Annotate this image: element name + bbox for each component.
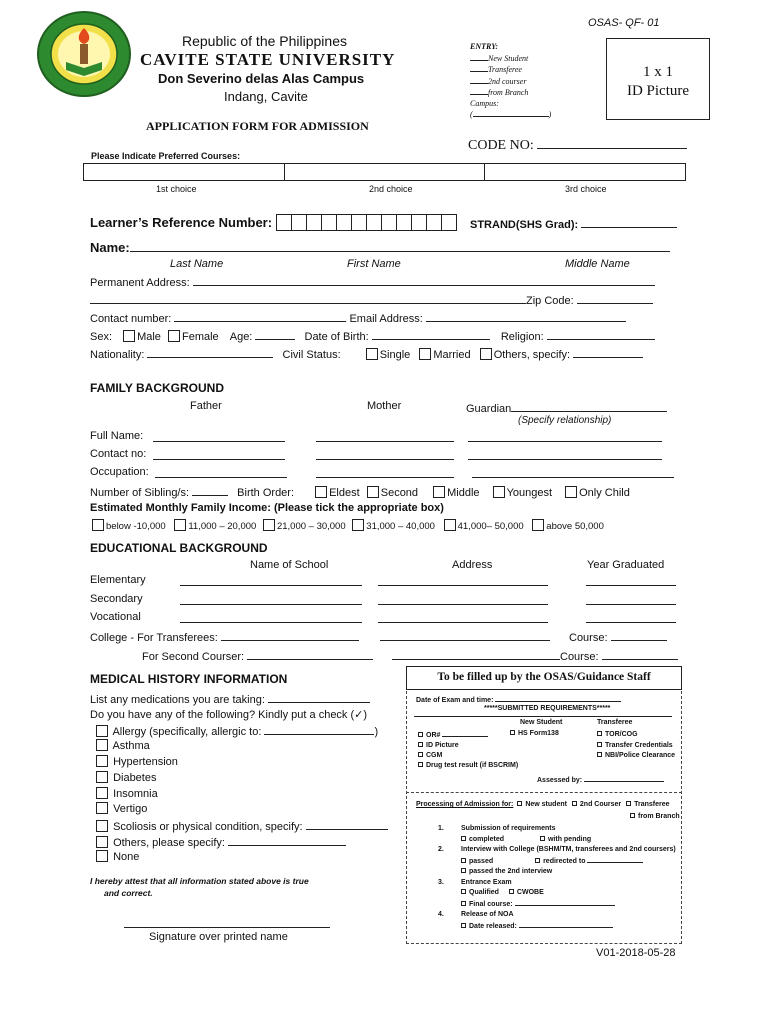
assessed-by-label: Assessed by: (537, 777, 583, 784)
processing-row (416, 801, 670, 808)
redirected-label: redirected to (543, 857, 586, 865)
entry-label: ENTRY: (470, 42, 499, 51)
vertigo-label: Vertigo (113, 803, 148, 815)
college-transferee-row (90, 629, 359, 644)
permanent-address-row (90, 274, 655, 289)
transferee-course-label: Course: (569, 632, 608, 644)
father-full-name-field[interactable] (153, 430, 285, 442)
last-name-label: Last Name (170, 258, 224, 270)
vocational-year-field[interactable] (586, 611, 676, 623)
second-checkbox[interactable] (367, 486, 379, 498)
proc-transferee-label: Transferee (634, 801, 670, 808)
proc-branch-label: from Branch (638, 813, 680, 820)
entry-2nd-courser[interactable]: 2nd courser (470, 76, 551, 88)
version-footer: V01-2018-05-28 (596, 947, 676, 959)
req-tor[interactable]: TOR/COG (597, 730, 675, 741)
attest-line-1: I hereby attest that all information stated above is true (90, 876, 309, 886)
strand-field[interactable] (581, 216, 677, 228)
form-title: APPLICATION FORM FOR ADMISSION (146, 119, 369, 133)
with-pending-label: with pending (547, 835, 592, 843)
name-of-school-label: Name of School (250, 559, 329, 571)
elementary-year-field[interactable] (586, 574, 676, 586)
req-transferee-heading: Transferee (597, 719, 633, 726)
lrn-label: Learner’s Reference Number: (90, 215, 273, 230)
sex-label: Sex: (90, 331, 113, 343)
completed-label: completed (469, 835, 505, 843)
income-label-6: above 50,000 (546, 521, 604, 532)
proc-transferee-checkbox[interactable] (626, 801, 631, 806)
transferee-school-field[interactable] (221, 629, 359, 641)
step-3-final-course (438, 899, 676, 911)
lrn-boxes[interactable] (276, 214, 456, 234)
medical-heading: MEDICAL HISTORY INFORMATION (90, 672, 288, 686)
eldest-label: Eldest (329, 487, 360, 499)
insomnia-label: Insomnia (113, 788, 158, 800)
civil-status-label: Civil Status: (282, 349, 341, 361)
asthma-checkbox[interactable] (96, 739, 108, 751)
occupation-label: Occupation: (90, 466, 149, 478)
family-heading: FAMILY BACKGROUND (90, 381, 225, 395)
proc-new-checkbox[interactable] (517, 801, 522, 806)
date-exam-row (416, 694, 621, 704)
address-line-2-field[interactable] (90, 292, 526, 304)
medications-row (90, 691, 370, 706)
campus-location: Indang, Cavite (224, 89, 308, 104)
middle-name-label: Middle Name (565, 258, 630, 270)
scoliosis-field[interactable] (306, 818, 388, 830)
medications-field[interactable] (268, 691, 370, 703)
religion-field[interactable] (547, 328, 655, 340)
req-transfer-cred[interactable]: Transfer Credentials (597, 741, 675, 752)
second-label: Second (380, 487, 419, 499)
transferee-course-field[interactable] (611, 629, 667, 641)
condition-others (96, 834, 346, 849)
specify-relationship-label: (Specify relationship) (518, 415, 612, 426)
condition-scoliosis (96, 818, 388, 833)
education-heading: EDUCATIONAL BACKGROUND (90, 541, 268, 555)
second-courser-school-field[interactable] (247, 648, 373, 660)
vocational-school-field[interactable] (180, 611, 362, 623)
contact-number-label: Contact number: (90, 313, 172, 325)
female-checkbox[interactable] (168, 330, 180, 342)
passed-label: passed (469, 857, 494, 865)
condition-diabetes (96, 771, 156, 784)
father-contact-field[interactable] (153, 448, 285, 460)
steps-list (438, 824, 676, 932)
first-name-label: First Name (347, 258, 401, 270)
secondary-address-field[interactable] (378, 593, 548, 605)
with-pending-checkbox[interactable] (540, 836, 545, 841)
second-courser-label: For Second Courser: (142, 651, 245, 663)
dob-label: Date of Birth: (304, 331, 369, 343)
lrn-digit-box[interactable] (291, 214, 307, 231)
strand-row (470, 216, 677, 231)
income-label-2: 11,000 – 20,000 (188, 521, 257, 532)
req-new-student-heading: New Student (520, 719, 563, 726)
passed-checkbox[interactable] (461, 858, 466, 863)
insomnia-checkbox[interactable] (96, 787, 108, 799)
transferee-course-row (569, 629, 667, 644)
name-row (90, 240, 670, 255)
none-label: None (113, 851, 140, 863)
others-medical-checkbox[interactable] (96, 836, 108, 848)
lrn-digit-box[interactable] (396, 214, 412, 231)
others-status-checkbox[interactable] (480, 348, 492, 360)
entry-section (470, 42, 551, 121)
submitted-req-heading: *****SUBMITTED REQUIREMENTS***** (484, 705, 611, 712)
income-row (92, 519, 604, 532)
step-1: 1. Submission of requirements (438, 825, 556, 832)
guardian-occupation-field[interactable] (472, 466, 674, 478)
income-checkbox-2[interactable] (174, 519, 186, 531)
guardian-label: Guardian (466, 403, 512, 415)
strand-label: STRAND(SHS Grad): (470, 219, 579, 231)
allergy-checkbox[interactable] (96, 725, 108, 737)
middle-label: Middle (447, 487, 480, 499)
date-released-field[interactable] (519, 921, 613, 928)
assessed-by-row (537, 774, 664, 784)
second-courser-address-field[interactable] (392, 648, 560, 660)
passed-2nd-label: passed the 2nd interview (469, 868, 553, 875)
req-drug-test[interactable]: Drug test result (if BSCRIM) (418, 761, 518, 771)
full-name-label: Full Name: (90, 430, 144, 442)
zip-code-field[interactable] (577, 292, 653, 304)
diabetes-checkbox[interactable] (96, 771, 108, 783)
check-prompt: Do you have any of the following? Kindly put a check (✓) (90, 709, 368, 721)
second-courser-course-row (392, 648, 678, 663)
step-4: 4. Release of NOA (438, 911, 514, 918)
elementary-address-field[interactable] (378, 574, 548, 586)
condition-hypertension (96, 755, 178, 768)
req-col-2 (510, 730, 559, 737)
condition-allergy (96, 723, 378, 738)
siblings-field[interactable] (192, 484, 228, 496)
others-medical-label: Others, please specify: (113, 837, 225, 849)
hypertension-label: Hypertension (113, 756, 178, 768)
vocational-address-field[interactable] (378, 611, 548, 623)
first-choice-label: 1st choice (156, 184, 197, 194)
form-code: OSAS- QF- 01 (588, 17, 660, 29)
step-3: 3. Entrance Exam (438, 878, 512, 886)
second-courser-course-field[interactable] (602, 648, 678, 660)
male-checkbox[interactable] (123, 330, 135, 342)
lrn-digit-box[interactable] (381, 214, 397, 231)
eldest-checkbox[interactable] (315, 486, 327, 498)
proc-2nd-label: 2nd Courser (579, 801, 622, 808)
secondary-school-field[interactable] (180, 593, 362, 605)
father-occupation-field[interactable] (155, 466, 287, 478)
medications-label: List any medications you are taking: (90, 694, 265, 706)
permanent-address-label: Permanent Address: (90, 277, 190, 289)
processing-label: Processing of Admission for: (416, 801, 514, 808)
final-course-checkbox[interactable] (461, 901, 466, 906)
req-nbi[interactable]: NBI/Police Clearance (597, 751, 675, 762)
redirected-checkbox[interactable] (535, 858, 540, 863)
mother-full-name-field[interactable] (316, 430, 454, 442)
courses-table (83, 163, 686, 181)
proc-new-label: New student (525, 801, 567, 808)
course-choice-2[interactable] (285, 164, 486, 180)
transferee-address-field[interactable] (380, 629, 550, 641)
year-graduated-label: Year Graduated (587, 559, 665, 571)
id-picture-box[interactable] (606, 38, 710, 120)
income-checkbox-6[interactable] (532, 519, 544, 531)
final-course-field[interactable] (515, 899, 615, 906)
cwobe-label: CWOBE (516, 889, 544, 896)
condition-none (96, 850, 139, 863)
income-checkbox-3[interactable] (263, 519, 275, 531)
elementary-school-field[interactable] (180, 574, 362, 586)
religion-label: Religion: (500, 331, 544, 343)
lrn-digit-box[interactable] (366, 214, 382, 231)
single-checkbox[interactable] (366, 348, 378, 360)
lrn-digit-box[interactable] (426, 214, 442, 231)
mother-label: Mother (367, 400, 402, 412)
condition-asthma (96, 739, 150, 752)
req-col-3 (597, 730, 675, 762)
youngest-checkbox[interactable] (493, 486, 505, 498)
scoliosis-checkbox[interactable] (96, 820, 108, 832)
birth-order-label: Birth Order: (237, 487, 295, 499)
step-3-options (438, 888, 676, 899)
only-child-label: Only Child (579, 487, 630, 499)
entry-new-student[interactable]: New Student (470, 53, 551, 65)
none-checkbox[interactable] (96, 850, 108, 862)
code-no-label: CODE NO: (468, 138, 534, 153)
contact-row (90, 310, 626, 325)
guardian-full-name-field[interactable] (468, 430, 662, 442)
republic-text: Republic of the Philippines (182, 33, 347, 49)
req-col-1 (418, 730, 518, 771)
email-field[interactable] (426, 310, 626, 322)
sibling-row (90, 484, 630, 499)
youngest-label: Youngest (506, 487, 553, 499)
income-label-4: 31,000 – 40,000 (366, 521, 435, 532)
submitted-req-divider (414, 716, 672, 717)
vertigo-checkbox[interactable] (96, 802, 108, 814)
income-checkbox-1[interactable] (92, 519, 104, 531)
school-address-label: Address (452, 559, 493, 571)
secondary-year-field[interactable] (586, 593, 676, 605)
email-label: Email Address: (349, 313, 423, 325)
others-status-field[interactable] (573, 346, 643, 358)
middle-checkbox[interactable] (433, 486, 445, 498)
step-4-date-released (438, 921, 676, 933)
lrn-digit-box[interactable] (321, 214, 337, 231)
lrn-digit-box[interactable] (276, 214, 292, 231)
nationality-label: Nationality: (90, 349, 145, 361)
zip-code-label: Zip Code: (526, 295, 574, 307)
qualified-checkbox[interactable] (461, 889, 466, 894)
guardian-row (466, 400, 667, 415)
address-line-2 (90, 292, 653, 307)
siblings-label: Number of Sibling/s: (90, 487, 190, 499)
female-label: Female (181, 331, 219, 343)
mother-contact-field[interactable] (316, 448, 454, 460)
income-checkbox-5[interactable] (444, 519, 456, 531)
code-no-field[interactable] (537, 137, 687, 149)
cwobe-checkbox[interactable] (509, 889, 514, 894)
allergy-field[interactable] (264, 723, 374, 735)
married-label: Married (433, 349, 471, 361)
date-released-label: Date released: (469, 922, 517, 930)
diabetes-label: Diabetes (113, 772, 157, 784)
income-checkbox-4[interactable] (352, 519, 364, 531)
staff-title: To be filled up by the OSAS/Guidance Staff (437, 671, 651, 683)
dob-field[interactable] (372, 328, 490, 340)
guardian-contact-field[interactable] (468, 448, 662, 460)
signature-label: Signature over printed name (149, 931, 288, 943)
male-label: Male (137, 331, 161, 343)
attest-line-2: and correct. (104, 888, 153, 898)
staff-divider (406, 792, 682, 793)
id-picture-label: ID Picture (626, 83, 690, 99)
father-label: Father (190, 400, 222, 412)
req-hs-form[interactable]: HS Form138 (510, 730, 559, 737)
proc-branch-row (630, 813, 680, 820)
second-choice-label: 2nd choice (369, 184, 413, 194)
allergy-label: Allergy (specifically, allergic to: (112, 726, 262, 738)
age-field[interactable] (255, 328, 295, 340)
preferred-courses-label: Please Indicate Preferred Courses: (91, 151, 241, 161)
sex-row (90, 328, 655, 343)
signature-field[interactable] (124, 916, 330, 928)
others-status-label: Others, specify: (493, 349, 571, 361)
step-2-options (438, 856, 676, 868)
contact-no-label: Contact no: (90, 448, 147, 460)
guardian-relationship-field[interactable] (511, 400, 667, 412)
entry-campus-field[interactable]: ( ) (470, 110, 552, 119)
elementary-label: Elementary (90, 574, 146, 586)
college-transferees-label: College - For Transferees: (90, 632, 218, 644)
step-2-passed-2nd (438, 867, 676, 878)
contact-number-field[interactable] (174, 310, 346, 322)
completed-checkbox[interactable] (461, 836, 466, 841)
secondary-label: Secondary (90, 593, 143, 605)
redirected-field[interactable] (587, 856, 643, 863)
proc-2nd-checkbox[interactable] (572, 801, 577, 806)
campus-name: Don Severino delas Alas Campus (158, 71, 365, 86)
staff-title-box (406, 666, 682, 690)
scoliosis-label: Scoliosis or physical condition, specify: (113, 821, 303, 833)
date-released-checkbox[interactable] (461, 923, 466, 928)
assessed-by-field[interactable] (584, 774, 664, 782)
lrn-digit-box[interactable] (441, 214, 457, 231)
qualified-label: Qualified (469, 889, 499, 896)
nationality-field[interactable] (147, 346, 273, 358)
allergy-close-paren: ) (374, 726, 379, 738)
condition-insomnia (96, 787, 158, 800)
passed-2nd-checkbox[interactable] (461, 868, 466, 873)
condition-vertigo (96, 802, 147, 815)
vocational-label: Vocational (90, 611, 141, 623)
entry-transferee[interactable]: Transferee (470, 64, 551, 76)
name-field[interactable] (130, 240, 670, 252)
nationality-row (90, 346, 643, 361)
university-logo (36, 10, 132, 98)
hypertension-checkbox[interactable] (96, 755, 108, 767)
entry-campus-label: Campus: (470, 98, 499, 108)
lrn-digit-box[interactable] (411, 214, 427, 231)
entry-from-branch[interactable]: from Branch (470, 87, 551, 99)
final-course-label: Final course: (469, 900, 513, 908)
lrn-digit-box[interactable] (336, 214, 352, 231)
single-label: Single (379, 349, 411, 361)
date-exam-label: Date of Exam and time: (416, 697, 494, 704)
others-medical-field[interactable] (228, 834, 346, 846)
asthma-label: Asthma (112, 740, 150, 752)
course-choice-1[interactable] (84, 164, 285, 180)
second-courser-course-label: Course: (560, 651, 599, 663)
id-picture-size: 1 x 1 (643, 64, 673, 80)
income-label-5: 41,000– 50,000 (457, 521, 524, 532)
lrn-digit-box[interactable] (306, 214, 322, 231)
date-exam-field[interactable] (495, 694, 621, 702)
married-checkbox[interactable] (419, 348, 431, 360)
permanent-address-field[interactable] (193, 274, 655, 286)
university-name: CAVITE STATE UNIVERSITY (140, 50, 396, 69)
third-choice-label: 3rd choice (565, 184, 607, 194)
lrn-digit-box[interactable] (351, 214, 367, 231)
step-2: 2. Interview with College (BSHM/TM, transferees and 2nd coursers) (438, 846, 676, 853)
second-courser-row (142, 648, 373, 663)
income-label: Estimated Monthly Family Income: (Please tick the appropriate box) (90, 502, 444, 514)
req-cgm[interactable]: CGM (418, 751, 518, 761)
only-child-checkbox[interactable] (565, 486, 577, 498)
req-id-picture[interactable]: ID Picture (418, 741, 518, 751)
mother-occupation-field[interactable] (316, 466, 454, 478)
course-choice-3[interactable] (485, 164, 685, 180)
name-label: Name: (90, 240, 130, 255)
income-label-1: below -10,000 (106, 521, 166, 532)
step-1-options (438, 835, 676, 846)
lrn-row (90, 214, 456, 234)
proc-branch-checkbox[interactable] (630, 813, 635, 818)
req-or[interactable]: OR# (418, 730, 518, 741)
age-label: Age: (229, 331, 253, 343)
code-no (468, 137, 687, 154)
income-label-3: 21,000 – 30,000 (276, 521, 346, 532)
